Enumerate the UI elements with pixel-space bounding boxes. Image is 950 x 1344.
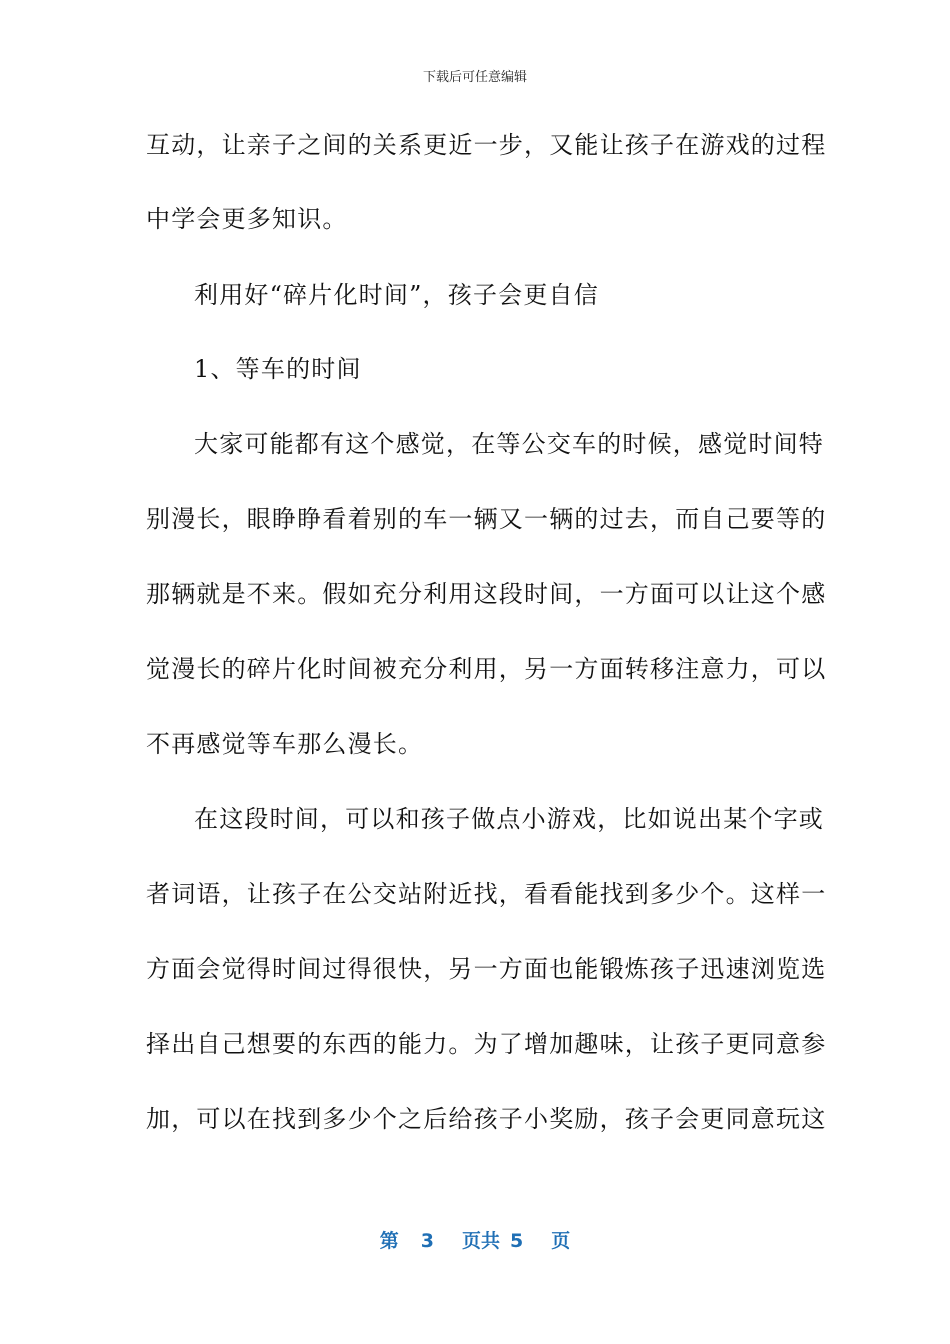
- text-line-7: 那辆就是不来。假如充分利用这段时间，一方面可以让这个感: [146, 580, 827, 608]
- text-line-9: 不再感觉等车那么漫长。: [146, 730, 424, 758]
- text-line-5: 大家可能都有这个感觉，在等公交车的时候，感觉时间特: [194, 430, 824, 458]
- text-line-10: 在这段时间，可以和孩子做点小游戏，比如说出某个字或: [194, 805, 824, 833]
- footer-middle: 页共: [461, 1230, 500, 1252]
- text-line-12: 方面会觉得时间过得很快，另一方面也能锻炼孩子迅速浏览选: [146, 955, 827, 983]
- text-line-11: 者词语，让孩子在公交站附近找，看看能找到多少个。这样一: [146, 880, 827, 908]
- text-line-2: 中学会更多知识。: [146, 205, 348, 233]
- page-header-note: 下载后可任意编辑: [422, 70, 527, 85]
- section-heading: 利用好“碎片化时间”，孩子会更自信: [194, 281, 599, 309]
- text-line-1: 互动，让亲子之间的关系更近一步，又能让孩子在游戏的过程: [146, 131, 827, 159]
- text-line-14: 加，可以在找到多少个之后给孩子小奖励，孩子会更同意玩这: [146, 1105, 827, 1133]
- text-line-6: 别漫长，眼睁睁看着别的车一辆又一辆的过去，而自己要等的: [146, 505, 827, 533]
- sub-heading: 1、等车的时间: [194, 355, 362, 383]
- footer-prefix: 第: [379, 1230, 399, 1252]
- text-line-13: 择出自己想要的东西的能力。为了增加趣味，让孩子更同意参: [146, 1030, 827, 1058]
- page-footer: [0, 1226, 950, 1253]
- footer-current-page: 3: [420, 1230, 434, 1252]
- text-line-8: 觉漫长的碎片化时间被充分利用，另一方面转移注意力，可以: [146, 655, 827, 683]
- footer-total-pages: 5: [510, 1230, 524, 1252]
- footer-suffix: 页: [551, 1230, 571, 1252]
